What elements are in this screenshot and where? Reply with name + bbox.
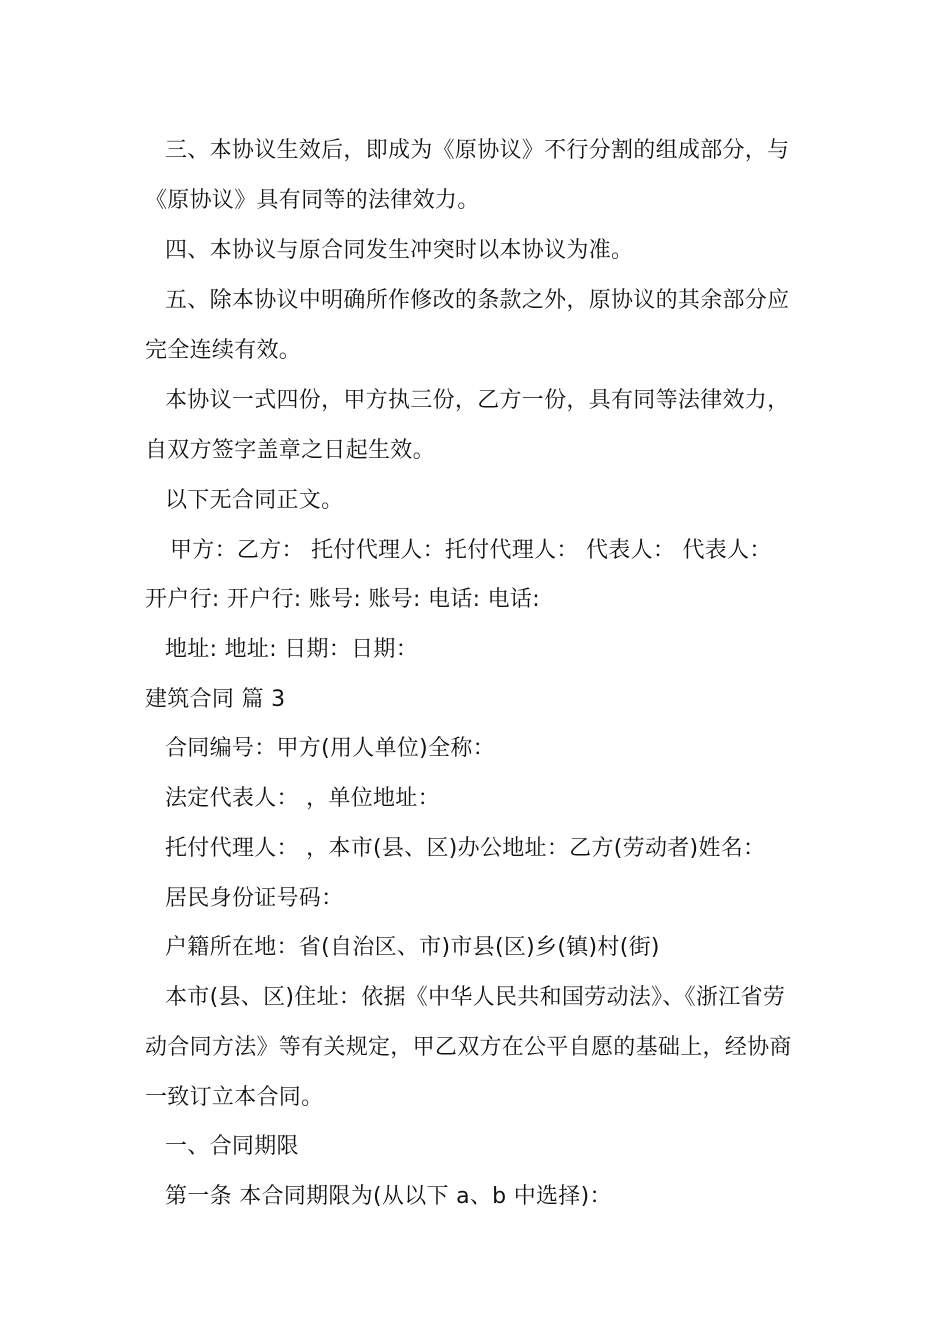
paragraph-line-1: 三、本协议生效后，即成为《原协议》不行分割的组成部分，与 xyxy=(165,138,790,163)
section-heading: 建筑合同 篇 3 xyxy=(145,687,286,712)
signature-party-line: 甲方：乙方： 托付代理人：托付代理人： 代表人： 代表人： xyxy=(170,538,772,563)
paragraph-line-5: 完全连续有效。 xyxy=(145,338,302,363)
paragraph-line-8: 以下无合同正文。 xyxy=(165,488,344,513)
signature-bank-line: 开户行: 开户行: 账号: 账号: 电话: 电话: xyxy=(145,587,540,612)
paragraph-line-4: 五、除本协议中明确所作修改的条款之外，原协议的其余部分应 xyxy=(165,288,790,313)
paragraph-line-19: 动合同方法》等有关规定，甲乙双方在公平自愿的基础上，经协商 xyxy=(145,1035,792,1060)
paragraph-line-17: 户籍所在地：省(自治区、市)市县(区)乡(镇)村(街) xyxy=(165,935,660,960)
paragraph-line-13: 合同编号：甲方(用人单位)全称： xyxy=(165,736,495,761)
paragraph-line-14: 法定代表人： ，单位地址： xyxy=(165,786,440,811)
paragraph-line-21: 一、合同期限 xyxy=(165,1134,299,1159)
paragraph-line-15: 托付代理人： ，本市(县、区)办公地址：乙方(劳动者)姓名： xyxy=(165,836,766,861)
paragraph-line-7: 自双方签字盖章之日起生效。 xyxy=(145,438,435,463)
paragraph-line-18: 本市(县、区)住址：依据《中华人民共和国劳动法》、《浙江省劳 xyxy=(165,985,786,1010)
paragraph-line-20: 一致订立本合同。 xyxy=(145,1085,324,1110)
paragraph-line-6: 本协议一式四份，甲方执三份，乙方一份，具有同等法律效力， xyxy=(165,388,790,413)
paragraph-line-2: 《原协议》具有同等的法律效力。 xyxy=(145,188,480,213)
paragraph-line-16: 居民身份证号码： xyxy=(165,886,344,911)
signature-address-line: 地址: 地址: 日期：日期： xyxy=(165,637,419,662)
paragraph-line-22: 第一条 本合同期限为(从以下 a、b 中选择)： xyxy=(165,1184,612,1209)
paragraph-line-3: 四、本协议与原合同发生冲突时以本协议为准。 xyxy=(165,238,634,263)
